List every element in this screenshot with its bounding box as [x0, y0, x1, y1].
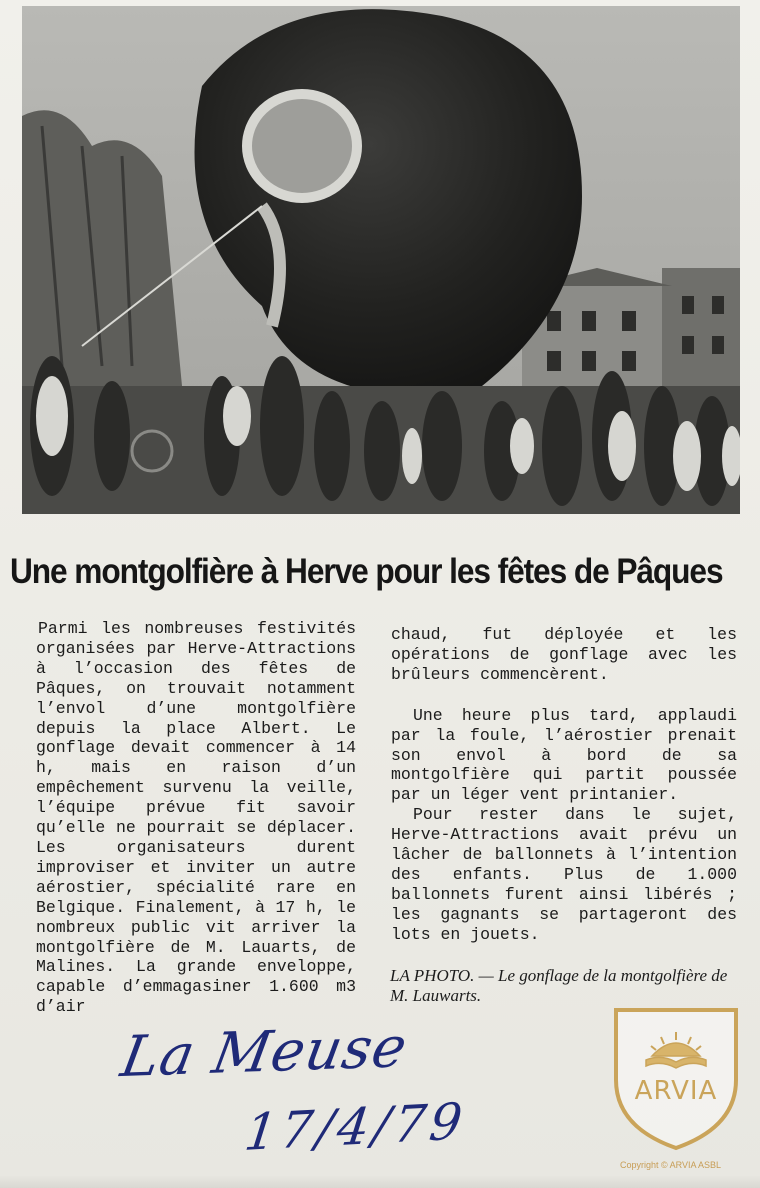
arvia-watermark-badge	[606, 1002, 746, 1152]
handwritten-date: 17/4/79	[241, 1091, 470, 1163]
photo-caption: LA PHOTO. — Le gonflage de la montgolfière de M. Lauwarts.	[390, 966, 728, 1005]
balloon-photo	[22, 6, 740, 514]
hot-air-balloon-photo-image	[22, 6, 740, 514]
article-headline: Une montgolfière à Herve pour les fêtes de Pâques	[10, 552, 723, 591]
paragraph-intro: Parmi les nombreuses festivités organisées par Herve-Attractions à l’occasion des fêtes de Pâques, on trouvait notamment l’envol d’une montgolfière depuis la place Albert. Le gonflage devait commencer à 14 h, mais en raison d’un empêchement survenu la veille, l’équipe prévue fit savoir qu’elle ne pourrait se déplacer. Les organisateurs durent improviser et inviter un autre aérostier, spécialité rare en Belgique. Finalement, à 17 h, le nombreux public vit arriver la montgolfière de M. Lauarts, de Malines. La grande enveloppe, capable d’emmagasiner 1.600 m3 d’air	[36, 619, 356, 1017]
article-column-right	[391, 625, 737, 945]
article-column-left	[36, 619, 356, 1017]
watermark-name: ARVIA	[634, 1076, 718, 1106]
paragraph-continuation: chaud, fut déployée et les opérations de gonflage avec les brûleurs commencèrent.	[391, 625, 737, 684]
handwritten-source: La Meuse	[116, 1014, 413, 1091]
watermark-copyright: Copyright © ARVIA ASBL	[620, 1160, 722, 1170]
paragraph-balloons: Pour rester dans le sujet, Herve-Attractions avait prévu un lâcher de ballonnets à l’intention des enfants. Plus de 1.000 ballonnets furent ainsi libérés ; les gagnants se partageront des lots en jouets.	[391, 805, 737, 944]
bottom-edge	[0, 1176, 760, 1188]
paragraph-launch: Une heure plus tard, applaudi par la foule, l’aérostier prenait son envol à bord de sa montgolfière qui partit poussée par un léger vent printanier.	[391, 705, 737, 805]
